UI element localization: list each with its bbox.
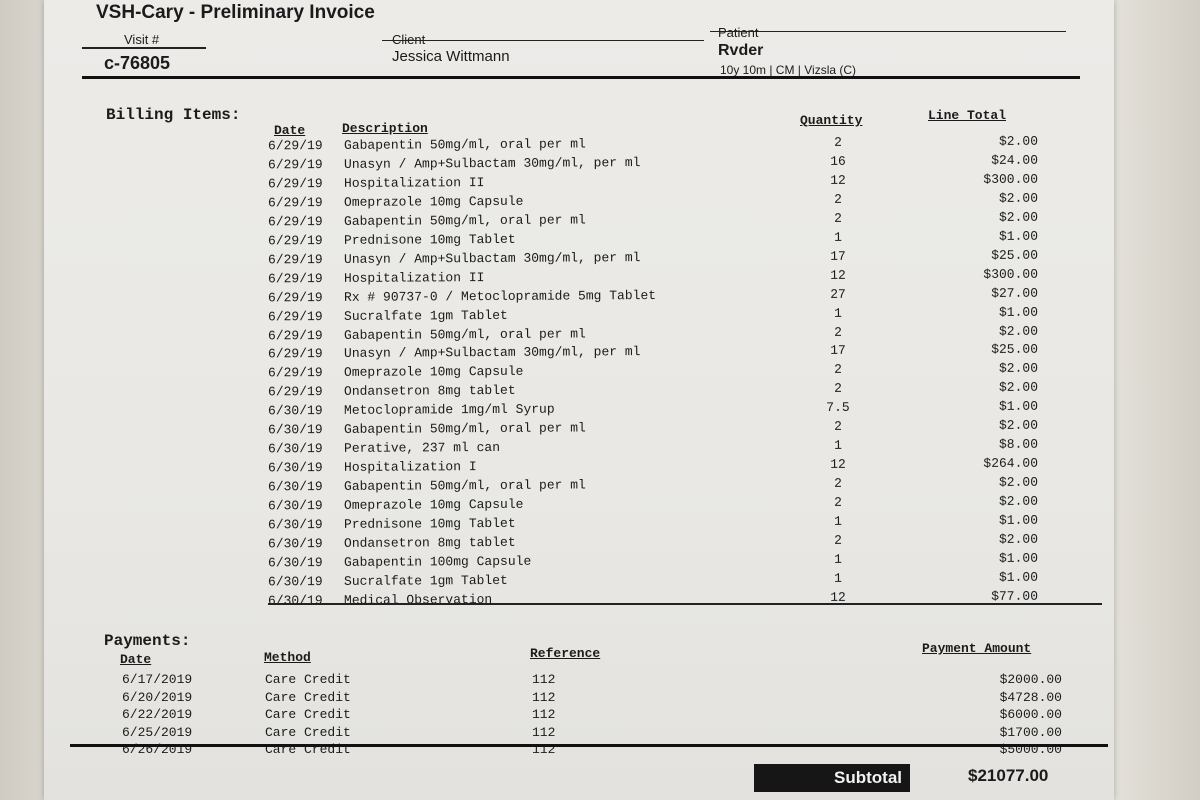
billing-header-date: Date — [274, 123, 306, 138]
billing-row-total: $1.00 — [998, 398, 1039, 415]
payment-row-date: 6/22/2019 — [122, 707, 193, 723]
payment-row-amount: $2000.00 — [999, 672, 1062, 687]
billing-row-total: $1.00 — [998, 228, 1039, 244]
billing-row-quantity: 1 — [834, 438, 842, 454]
payments-rule — [70, 744, 1108, 747]
subtotal-value: $21077.00 — [968, 766, 1049, 785]
billing-row-total: $8.00 — [998, 436, 1039, 453]
billing-row-date: 6/30/19 — [267, 403, 323, 419]
billing-row-total: $25.00 — [991, 342, 1039, 358]
payment-row-reference: 112 — [532, 724, 556, 740]
billing-row-total: $27.00 — [991, 285, 1039, 301]
billing-row-date: 6/29/19 — [267, 384, 323, 400]
billing-row-quantity: 16 — [830, 153, 846, 169]
billing-row-date: 6/29/19 — [267, 346, 323, 362]
billing-row-description: Unasyn / Amp+Sulbactam 30mg/ml, per ml — [343, 155, 641, 172]
billing-header-quantity: Quantity — [800, 113, 863, 128]
billing-row-date: 6/29/19 — [267, 365, 323, 381]
billing-row-description: Gabapentin 50mg/ml, oral per ml — [343, 325, 586, 343]
billing-row-quantity: 2 — [834, 134, 842, 150]
billing-row-quantity: 1 — [834, 570, 842, 586]
billing-header-line-total: Line Total — [928, 108, 1007, 123]
billing-row-quantity: 1 — [834, 229, 842, 245]
billing-row-quantity: 2 — [834, 210, 842, 226]
header-rule — [82, 76, 1080, 79]
billing-row-date: 6/29/19 — [267, 156, 323, 173]
billing-row-description: Gabapentin 50mg/ml, oral per ml — [343, 477, 586, 494]
billing-row-description: Omeprazole 10mg Capsule — [343, 193, 524, 210]
billing-row-date: 6/29/19 — [267, 194, 323, 211]
payment-row-amount: $6000.00 — [999, 707, 1062, 723]
billing-row-quantity: 12 — [830, 172, 846, 188]
payment-row-date: 6/26/2019 — [122, 742, 193, 758]
payment-row-reference: 112 — [532, 742, 556, 758]
billing-row-date: 6/29/19 — [267, 289, 323, 305]
billing-row-description: Gabapentin 50mg/ml, oral per ml — [343, 136, 586, 153]
payments-header-reference: Reference — [530, 646, 601, 661]
billing-row-quantity: 2 — [834, 191, 842, 207]
billing-row-total: $2.00 — [998, 190, 1039, 206]
payment-row — [122, 707, 1062, 725]
subtotal-label: Subtotal — [754, 764, 910, 792]
visit-divider — [82, 47, 206, 49]
payment-row — [122, 690, 1062, 708]
payments-section-title: Payments: — [104, 632, 191, 650]
billing-row-quantity: 2 — [834, 494, 842, 510]
billing-row-total: $2.00 — [998, 379, 1039, 396]
billing-row-date: 6/29/19 — [267, 308, 323, 324]
payments-header-date: Date — [120, 652, 152, 667]
billing-row-date: 6/30/19 — [267, 592, 323, 609]
payment-row-date: 6/17/2019 — [122, 672, 193, 687]
billing-row-date: 6/30/19 — [267, 573, 323, 590]
billing-row-description: Hospitalization I — [343, 459, 477, 476]
billing-row-description: Omeprazole 10mg Capsule — [343, 496, 524, 513]
billing-row-description: Ondansetron 8mg tablet — [343, 534, 516, 551]
payment-row-reference: 112 — [532, 672, 556, 687]
invoice-paper — [44, 0, 1114, 800]
patient-details: 10y 10m | CM | Vizsla (C) — [720, 63, 857, 77]
invoice-title: VSH-Cary - Preliminary Invoice — [96, 2, 375, 23]
billing-row-quantity: 2 — [834, 419, 842, 435]
billing-row-quantity: 2 — [834, 532, 842, 548]
billing-row-total: $25.00 — [991, 247, 1039, 263]
billing-row-total: $2.00 — [998, 493, 1039, 509]
billing-row-total: $1.00 — [998, 569, 1039, 585]
billing-row-date: 6/30/19 — [267, 498, 323, 514]
billing-row-total: $264.00 — [983, 455, 1039, 472]
payment-row-method: Care Credit — [265, 707, 351, 723]
billing-row-total: $1.00 — [998, 304, 1039, 320]
payment-row-amount: $1700.00 — [999, 724, 1062, 740]
billing-row-date: 6/29/19 — [267, 138, 323, 154]
payment-row — [122, 672, 1062, 690]
billing-row-date: 6/30/19 — [267, 460, 323, 476]
billing-row-quantity: 1 — [834, 551, 842, 567]
billing-row-quantity: 1 — [834, 513, 842, 529]
billing-row-date: 6/29/19 — [267, 232, 323, 249]
billing-row-quantity: 2 — [834, 362, 842, 378]
billing-row-description: Omeprazole 10mg Capsule — [343, 364, 524, 381]
billing-row-description: Hospitalization II — [343, 174, 485, 191]
payment-row — [122, 725, 1062, 743]
billing-row — [268, 588, 1038, 612]
billing-row-quantity: 12 — [830, 589, 846, 605]
visit-number: c-76805 — [104, 53, 171, 73]
billing-row-total: $24.00 — [991, 152, 1039, 168]
billing-row-total: $1.00 — [998, 550, 1039, 566]
billing-row-total: $2.00 — [998, 361, 1039, 377]
client-divider — [382, 40, 704, 41]
billing-row-description: Sucralfate 1gm Tablet — [343, 307, 508, 324]
visit-label: Visit # — [124, 32, 160, 47]
billing-row-description: Sucralfate 1gm Tablet — [343, 572, 508, 589]
billing-row-quantity: 7.5 — [826, 400, 850, 416]
client-name: Jessica Wittmann — [392, 48, 510, 65]
billing-row-quantity: 17 — [830, 248, 846, 264]
billing-row-total: $2.00 — [998, 323, 1039, 339]
billing-row-date: 6/30/19 — [267, 554, 323, 571]
billing-row-description: Perative, 237 ml can — [343, 440, 501, 457]
billing-row-description: Metoclopramide 1mg/ml Syrup — [343, 401, 555, 419]
billing-row-date: 6/29/19 — [267, 251, 323, 268]
billing-row-description: Medical Observation — [343, 591, 493, 608]
billing-row-description: Ondansetron 8mg tablet — [343, 383, 516, 400]
billing-row-total: $300.00 — [983, 266, 1039, 282]
billing-header-description: Description — [342, 121, 428, 136]
patient-label: Patient — [718, 25, 759, 40]
billing-row-quantity: 2 — [834, 475, 842, 491]
billing-row-date: 6/30/19 — [267, 422, 323, 438]
payments-header-amount: Payment Amount — [922, 641, 1032, 656]
payment-row-amount: $5000.00 — [999, 742, 1062, 758]
billing-row-description: Rx # 90737-0 / Metoclopramide 5mg Tablet — [343, 287, 657, 305]
billing-row-total: $2.00 — [998, 417, 1039, 434]
billing-row-total: $77.00 — [991, 588, 1039, 604]
billing-row-quantity: 27 — [830, 286, 846, 302]
billing-row-description: Unasyn / Amp+Sulbactam 30mg/ml, per ml — [343, 249, 641, 267]
billing-row-quantity: 12 — [830, 267, 846, 283]
payment-row-method: Care Credit — [265, 724, 351, 740]
payment-row-reference: 112 — [532, 689, 556, 705]
billing-row-date: 6/29/19 — [267, 175, 323, 192]
billing-row-total: $2.00 — [998, 474, 1039, 490]
payment-row-date: 6/25/2019 — [122, 724, 193, 740]
payments-header-method: Method — [264, 650, 311, 665]
patient-divider — [710, 31, 1066, 32]
billing-row-date: 6/29/19 — [267, 327, 323, 343]
billing-row-date: 6/30/19 — [267, 517, 323, 533]
billing-section-title: Billing Items: — [106, 106, 241, 124]
billing-row-date: 6/30/19 — [267, 479, 323, 495]
billing-row-total: $2.00 — [998, 133, 1039, 149]
billing-row-total: $300.00 — [983, 171, 1039, 187]
billing-rule — [268, 603, 1102, 605]
payment-row-method: Care Credit — [265, 672, 351, 687]
payment-row-method: Care Credit — [265, 742, 351, 758]
payment-row-method: Care Credit — [265, 689, 351, 705]
billing-row-total: $2.00 — [998, 531, 1039, 547]
billing-row-date: 6/29/19 — [267, 270, 323, 286]
billing-row-date: 6/30/19 — [267, 535, 323, 552]
billing-row-quantity: 2 — [834, 381, 842, 397]
billing-row-quantity: 17 — [830, 343, 846, 359]
payment-row-date: 6/20/2019 — [122, 689, 193, 705]
billing-row-quantity: 2 — [834, 324, 842, 340]
payment-row-reference: 112 — [532, 707, 556, 723]
billing-row-description: Gabapentin 50mg/ml, oral per ml — [343, 420, 586, 438]
billing-row-description: Gabapentin 50mg/ml, oral per ml — [343, 212, 586, 229]
billing-row-total: $1.00 — [998, 512, 1039, 528]
billing-row-description: Prednisone 10mg Tablet — [343, 515, 516, 532]
billing-row-description: Hospitalization II — [343, 269, 485, 286]
patient-name: Rvder — [718, 42, 764, 59]
client-label: Client — [392, 32, 426, 47]
fabric-backdrop-right — [1100, 0, 1200, 800]
billing-row-quantity: 12 — [830, 456, 846, 473]
payment-row-amount: $4728.00 — [999, 689, 1062, 705]
billing-row-description: Unasyn / Amp+Sulbactam 30mg/ml, per ml — [343, 344, 641, 362]
billing-row-quantity: 1 — [834, 305, 842, 321]
billing-row-description: Gabapentin 100mg Capsule — [343, 553, 532, 570]
billing-row-date: 6/30/19 — [267, 441, 323, 457]
billing-row-total: $2.00 — [998, 209, 1039, 225]
billing-row-date: 6/29/19 — [267, 213, 323, 230]
billing-row-description: Prednisone 10mg Tablet — [343, 231, 516, 248]
